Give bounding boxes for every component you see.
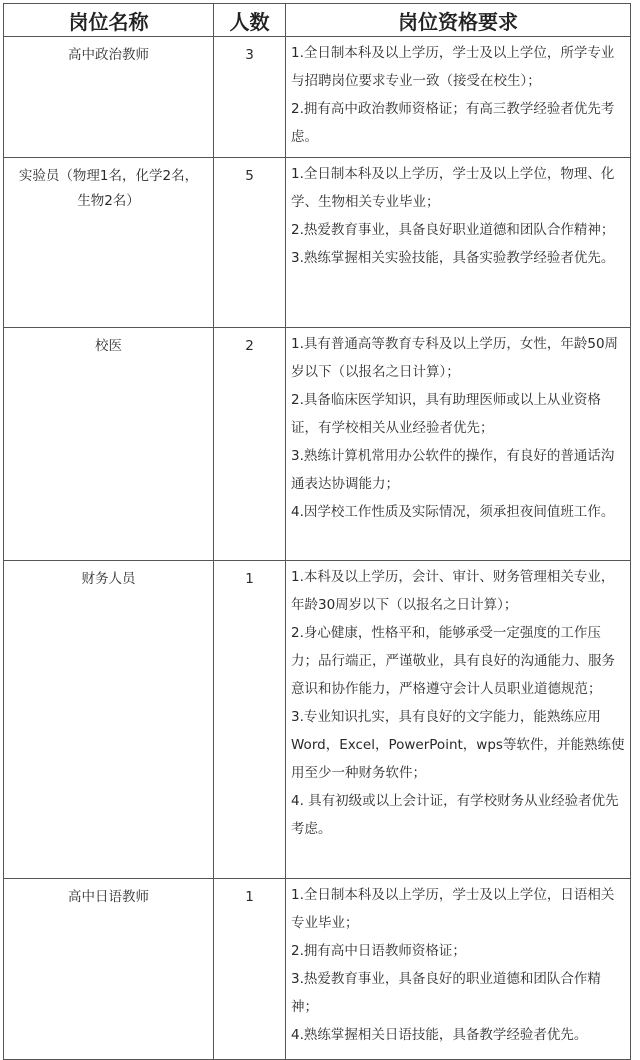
header-position: 岗位名称 [4,4,214,37]
position-requirements [286,328,631,561]
requirement-item: 1.本科及以上学历，会计、审计、财务管理相关专业，年龄30周岁以下（以报名之日计算）； [291,569,615,613]
position-name: 高中日语教师 [4,879,214,1060]
position-count: 1 [214,561,286,879]
requirement-item: 1.具有普通高等教育专科及以上学历，女性，年龄50周岁以下（以报名之日计算）； [291,336,619,380]
position-requirements [286,37,631,158]
position-count: 5 [214,158,286,328]
table-row [4,328,631,561]
position-count: 2 [214,328,286,561]
requirement-item: 3.专业知识扎实，具有良好的文字能力，能熟练应用Word，Excel，PowerPoint，wps等软件，并能熟练使用至少一种财务软件； [291,709,625,781]
position-requirements [286,158,631,328]
requirement-item: 4.因学校工作性质及实际情况，须承担夜间值班工作。 [291,504,615,520]
job-requirements-table [3,3,631,1060]
requirement-item: 3.熟练计算机常用办公软件的操作，有良好的普通话沟通表达协调能力； [291,448,615,492]
requirement-item: 2.热爱教育事业，具备良好职业道德和团队合作精神； [291,222,615,238]
position-count: 3 [214,37,286,158]
position-name: 高中政治教师 [4,37,214,158]
position-name: 财务人员 [4,561,214,879]
header-count: 人数 [214,4,286,37]
requirement-item: 1.全日制本科及以上学历，学士及以上学位，所学专业与招聘岗位要求专业一致（接受在校生）； [291,45,615,89]
header-requirements: 岗位资格要求 [286,4,631,37]
table-row [4,37,631,158]
requirement-item: 2.拥有高中日语教师资格证； [291,943,466,959]
requirement-item: 4. 具有初级或以上会计证，有学校财务从业经验者优先考虑。 [291,793,619,837]
position-name: 校医 [4,328,214,561]
header-row [4,4,631,37]
position-requirements [286,561,631,879]
requirement-item: 4.熟练掌握相关日语技能，具备教学经验者优先。 [291,1027,588,1043]
requirement-item: 2.身心健康，性格平和，能够承受一定强度的工作压力；品行端正，严谨敬业，具有良好的沟通能力、服务意识和协作能力，严格遵守会计人员职业道德规范； [291,625,615,697]
position-count: 1 [214,879,286,1060]
requirement-item: 3.热爱教育事业，具备良好的职业道德和团队合作精神； [291,971,601,1015]
requirement-item: 3.熟练掌握相关实验技能，具备实验教学经验者优先。 [291,250,615,266]
table-row [4,879,631,1060]
requirement-item: 2.具备临床医学知识，具有助理医师或以上从业资格证，有学校相关从业经验者优先； [291,392,601,436]
requirement-item: 2.拥有高中政治教师资格证；有高三教学经验者优先考虑。 [291,101,615,145]
requirement-item: 1.全日制本科及以上学历，学士及以上学位，日语相关专业毕业； [291,887,615,931]
table-row [4,561,631,879]
position-requirements [286,879,631,1060]
requirement-item: 1.全日制本科及以上学历，学士及以上学位，物理、化学、生物相关专业毕业； [291,166,615,210]
position-name: 实验员（物理1名，化学2名，生物2名） [4,158,214,328]
table-row [4,158,631,328]
